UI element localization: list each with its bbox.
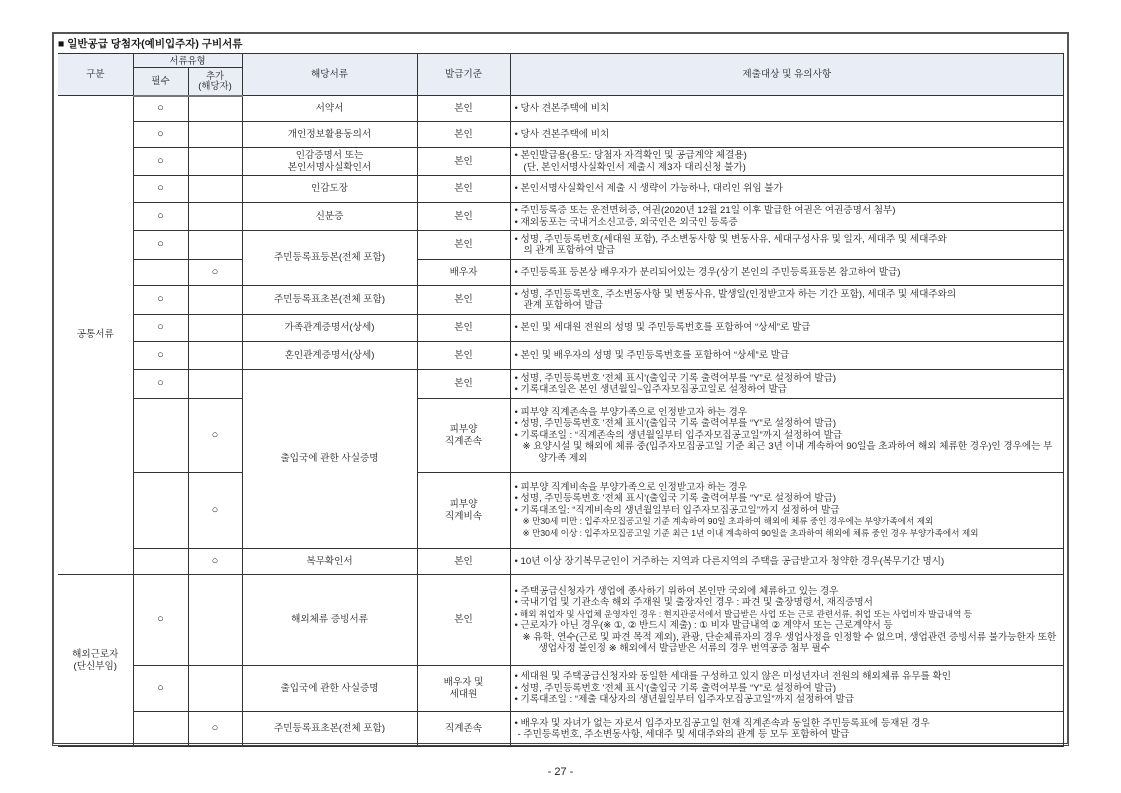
header-issue-basis: 발급기준 xyxy=(417,54,510,96)
required-mark: ○ xyxy=(133,231,188,260)
group-common: 공통서류 xyxy=(58,96,133,575)
document-name: 인감도장 xyxy=(242,176,417,203)
additional-mark: ○ xyxy=(188,473,242,549)
issue-basis: 본인 xyxy=(417,231,510,260)
notes: • 본인 및 세대원 전원의 성명 및 주민등록번호를 포함하여 “상세”로 발급 xyxy=(510,315,1063,342)
documents-table xyxy=(58,53,1064,747)
table-row xyxy=(58,549,1064,575)
header-category: 구분 xyxy=(58,54,133,96)
page-number: - 27 - xyxy=(547,766,574,778)
notes: • 배우자 및 자녀가 없는 자로서 입주자모집공고일 현재 직계존속과 동일한 주민등록표에 등재된 경우 - 주민등록번호, 주소변동사항, 세대주 및 세대주와의 관계 등 모두 포함하여 발급 xyxy=(510,712,1063,747)
required-mark: ○ xyxy=(133,370,188,399)
issue-basis: 본인 xyxy=(417,575,510,666)
notes: • 피부양 직계비속을 부양가족으로 인정받고자 하는 경우 • 성명, 주민등록번호 '전체 표시'(출입국 기록 출력여부를 “Y”로 설정하여 발급) • 기록대조일: “직계비속의 생년월일부터 입주자모집공고일”까지 설정하여 발급 ※ 만30세 미만 : 입주자모집공고일 기준 계속하여 90일 초과하여 해외에 체류 중인 경우에는 부양가족에서 제외 ※ 만30세 이상 : 입주자모집공고일 기준 최근 1년 이내 계속하여 90일을 초과하여 해외에 체류 중인 경우 부양가족에서 제외 xyxy=(510,473,1063,549)
issue-basis: 본인 xyxy=(417,370,510,399)
table-row xyxy=(58,286,1064,315)
issue-basis: 배우자 및 세대원 xyxy=(417,666,510,712)
notes: • 성명, 주민등록번호, 주소변동사항 및 변동사유, 발생일(인정받고자 하는 기간 포함), 세대주 및 세대주와의 관계 포함하여 발급 xyxy=(510,286,1063,315)
required-mark: ○ xyxy=(133,342,188,370)
header-notes: 제출대상 및 유의사항 xyxy=(510,54,1063,96)
issue-basis: 본인 xyxy=(417,203,510,231)
document-name: 주민등록표등본(전체 포함) xyxy=(242,231,417,286)
document-name: 주민등록표초본(전체 포함) xyxy=(242,286,417,315)
header-required: 필수 xyxy=(133,68,188,96)
table-row xyxy=(58,260,1064,286)
header-doc-type: 서류유형 xyxy=(133,54,242,68)
notes: • 본인 및 배우자의 성명 및 주민등록번호를 포함하여 “상세”로 발급 xyxy=(510,342,1063,370)
notes: • 본인서명사실확인서 제출 시 생략이 가능하나, 대리인 위임 불가 xyxy=(510,176,1063,203)
document-name: 혼인관계증명서(상세) xyxy=(242,342,417,370)
issue-basis: 본인 xyxy=(417,148,510,176)
table-row xyxy=(58,342,1064,370)
issue-basis: 본인 xyxy=(417,122,510,148)
section-title: ■ 일반공급 당첨자(예비입주자) 구비서류 xyxy=(58,38,243,50)
notes: • 주민등록표 등본상 배우자가 분리되어있는 경우(상기 본인의 주민등록표등본 참고하여 발급) xyxy=(510,260,1063,286)
table-row xyxy=(58,203,1064,231)
table-row xyxy=(58,473,1064,549)
issue-basis: 직계존속 xyxy=(417,712,510,747)
header-document: 해당서류 xyxy=(242,54,417,96)
table-row xyxy=(58,148,1064,176)
table-row xyxy=(58,315,1064,342)
additional-mark: ○ xyxy=(188,549,242,575)
table-row xyxy=(58,96,1064,122)
required-mark: ○ xyxy=(133,203,188,231)
issue-basis: 배우자 xyxy=(417,260,510,286)
document-name: 가족관계증명서(상세) xyxy=(242,315,417,342)
issue-basis: 본인 xyxy=(417,315,510,342)
additional-mark: ○ xyxy=(188,260,242,286)
table-row xyxy=(58,122,1064,148)
notes: • 본인발급용(용도: 당첨자 자격확인 및 공급계약 체결용) (단, 본인서명사실확인서 제출시 제3자 대리신청 불가) xyxy=(510,148,1063,176)
notes: • 주택공급신청자가 생업에 종사하기 위하여 본인만 국외에 체류하고 있는 경우 • 국내기업 및 기관소속 해외 주재원 및 출장자인 경우 : 파견 및 출장명령서, 재직증명서 • 해외 취업자 및 사업체 운영자인 경우 : 현지관공서에서 발급받은 사업 또는 근로 관련서류, 취업 또는 사업비자 발급내역 등 • 근로자가 아닌 경우(※ ①, ② 반드시 제출) : ① 비자 발급내역 ② 계약서 또는 근로계약서 등 ※ 유학, 연수(근로 및 파견 목적 제외), 관광, 단순체류자의 경우 생업사정을 인정할 수 없으며, 생업관련 증빙서류 불가능한자 또한 생업사정 불인정 ※ 해외에서 발급받은 서류의 경우 번역공증 첨부 필수 xyxy=(510,575,1063,666)
additional-mark: ○ xyxy=(188,712,242,747)
issue-basis: 본인 xyxy=(417,176,510,203)
table-row xyxy=(58,575,1064,666)
required-mark: ○ xyxy=(133,315,188,342)
additional-mark: ○ xyxy=(188,399,242,473)
notes: • 당사 견본주택에 비치 xyxy=(510,96,1063,122)
document-name: 출입국에 관한 사실증명 xyxy=(242,666,417,712)
required-mark: ○ xyxy=(133,575,188,666)
document-name: 인감증명서 또는 본인서명사실확인서 xyxy=(242,148,417,176)
issue-basis: 본인 xyxy=(417,549,510,575)
issue-basis: 본인 xyxy=(417,96,510,122)
required-mark: ○ xyxy=(133,148,188,176)
notes: • 세대원 및 주택공급신청자와 동일한 세대를 구성하고 있지 않은 미성년자녀 전원의 해외체류 유무를 확인 • 성명, 주민등록번호 '전체 표시'(출입국 기록 출력여부를 “Y”로 설정하여 발급) • 기록대조일 : “제출 대상자의 생년월일부터 입주자모집공고일”까지 설정하여 발급 xyxy=(510,666,1063,712)
table-row xyxy=(58,231,1064,260)
issue-basis: 피부양 직계존속 xyxy=(417,399,510,473)
issue-basis: 본인 xyxy=(417,342,510,370)
issue-basis: 피부양 직계비속 xyxy=(417,473,510,549)
table-row xyxy=(58,666,1064,712)
document-name: 출입국에 관한 사실증명 xyxy=(242,370,417,549)
notes: • 성명, 주민등록번호 '전체 표시'(출입국 기록 출력여부를 “Y”로 설정하여 발급) • 기록대조일은 본인 생년월일~입주자모집공고일로 설정하여 발급 xyxy=(510,370,1063,399)
document-name: 해외체류 증빙서류 xyxy=(242,575,417,666)
table-row xyxy=(58,370,1064,399)
notes: • 당사 견본주택에 비치 xyxy=(510,122,1063,148)
table-row xyxy=(58,399,1064,473)
required-mark: ○ xyxy=(133,286,188,315)
notes: • 성명, 주민등록번호(세대원 포함), 주소변동사항 및 변동사유, 세대구성사유 및 일자, 세대주 및 세대주와의 관계 포함하여 발급 xyxy=(510,231,1063,260)
document-name: 개인정보활용동의서 xyxy=(242,122,417,148)
required-mark: ○ xyxy=(133,96,188,122)
table-row xyxy=(58,176,1064,203)
header-additional: 추가 (해당자) xyxy=(188,68,242,96)
notes: • 주민등록증 또는 운전면허증, 여권(2020년 12월 21일 이후 발급한 여권은 여권증명서 첨부) • 재외동포는 국내거소신고증, 외국인은 외국인 등록증 xyxy=(510,203,1063,231)
document-name: 서약서 xyxy=(242,96,417,122)
document-name: 주민등록표초본(전체 포함) xyxy=(242,712,417,747)
document-name: 신분증 xyxy=(242,203,417,231)
group-overseas: 해외근로자 (단신부임) xyxy=(58,575,133,747)
required-mark: ○ xyxy=(133,176,188,203)
required-mark: ○ xyxy=(133,666,188,712)
notes: • 10년 이상 장기복무군인이 거주하는 지역과 다른지역의 주택을 공급받고자 청약한 경우(복무기간 명시) xyxy=(510,549,1063,575)
issue-basis: 본인 xyxy=(417,286,510,315)
required-mark: ○ xyxy=(133,122,188,148)
table-row xyxy=(58,712,1064,747)
document-name: 복무확인서 xyxy=(242,549,417,575)
notes: • 피부양 직계존속을 부양가족으로 인정받고자 하는 경우 • 성명, 주민등록번호 '전체 표시'(출입국 기록 출력여부를 “Y”로 설정하여 발급) • 기록대조일 : “직계존속의 생년월일부터 입주자모집공고일”까지 설정하여 발급 ※ 요양시설 및 해외에 체류 중(입주자모집공고일 기준 최근 3년 이내 계속하여 90일을 초과하여 해외 체류한 경우)인 경우에는 부양가족 제외 xyxy=(510,399,1063,473)
